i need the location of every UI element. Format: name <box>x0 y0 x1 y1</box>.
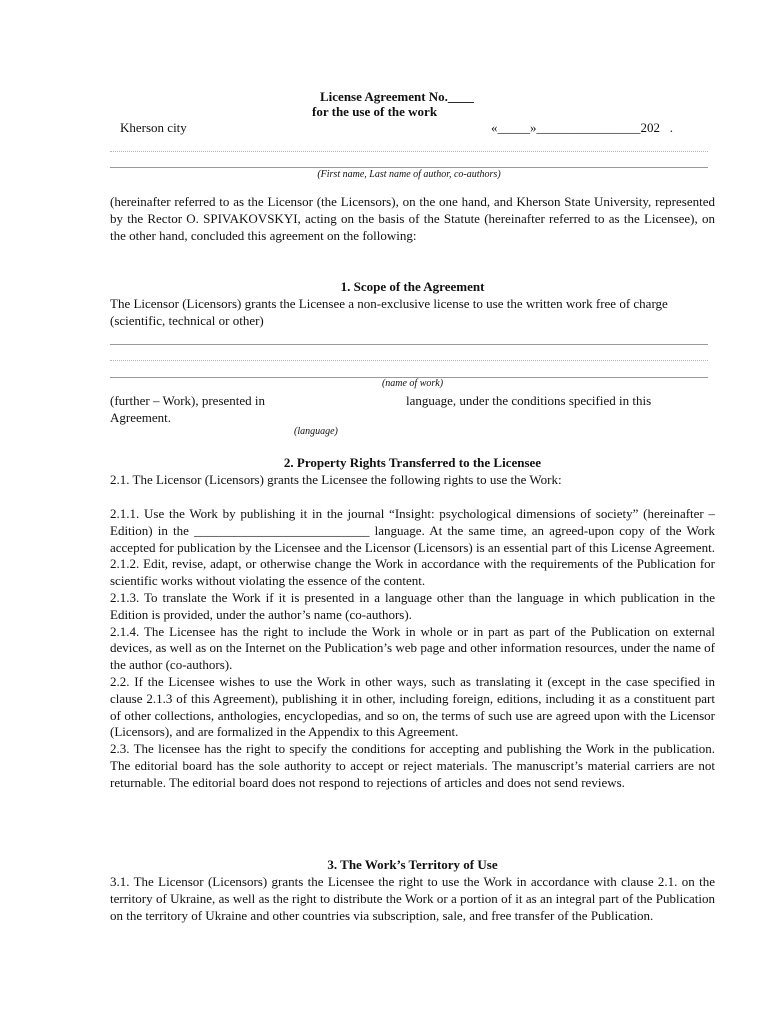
author-fill-line[interactable] <box>110 167 708 168</box>
work-line-2[interactable] <box>110 360 708 361</box>
section1-text: The Licensor (Licensors) grants the Licensee a non-exclusive license to use the written work free of charge (scientific, technical or other) <box>110 296 668 328</box>
work-name-hint: (name of work) <box>381 378 444 389</box>
section2-heading: 2. Property Rights Transferred to the Licensee <box>283 455 542 470</box>
agreement-title: License Agreement No.____ <box>320 89 474 104</box>
presented-left-text: (further – Work), presented in <box>110 393 266 408</box>
clause-2-1-2: 2.1.2. Edit, revise, adapt, or otherwise change the Work in accordance with the requirements of the Publication for scientific works without violating the essence of the content. <box>110 556 715 589</box>
intro-paragraph: (hereinafter referred to as the Licensor (the Licensors), on the one hand, and Kherson State University, represented by the Rector O. SPIVAKOVSKYI, acting on the basis of the Statute (hereinafter referred to as the Licensee), on the other hand, concluded this agreement on the following: <box>110 194 715 243</box>
section2-intro: 2.1. The Licensor (Licensors) grants the Licensee the following rights to use the Work: <box>110 472 562 487</box>
clause-2-1-3: 2.1.3. To translate the Work if it is presented in a language other than the language in which publication in the Edition is provided, under the author’s name (co-authors). <box>110 589 715 622</box>
section3-heading: 3. The Work’s Territory of Use <box>327 857 498 872</box>
clause-2-3: 2.3. The licensee has the right to specify the conditions for accepting and publishing the Work in the publication. The editorial board has the sole authority to accept or reject materials. The manuscript’s material carriers are not returnable. The editorial board does not respond to rejections of articles and does not send reviews. <box>110 741 715 790</box>
date-field[interactable]: «_____»________________202 . <box>491 120 673 135</box>
agreement-subtitle: for the use of the work <box>312 104 438 119</box>
author-dotted-line <box>110 151 708 152</box>
author-hint: (First name, Last name of author, co-authors) <box>317 169 501 180</box>
presented-right-text: language, under the conditions specified in this <box>406 393 652 408</box>
clause-2-1-4: 2.1.4. The Licensee has the right to include the Work in whole or in part as part of the Publication on external devices, as well as on the Internet on the Publication’s web page and other information resources, under the name of the author (co-authors). <box>110 623 715 673</box>
clause-2-2: 2.2. If the Licensee wishes to use the Work in other ways, such as translating it (except in the case specified in clause 2.1.3 of this Agreement), publishing it in other, including foreign, editions, including it as a constituent part of other collections, anthologies, encyclopedias, and so on, the terms of such use are agreed upon with the Licensor (Licensors), and are formalized in the Appendix to this Agreement. <box>110 673 715 740</box>
language-hint: (language) <box>294 426 338 437</box>
section3-text: 3.1. The Licensor (Licensors) grants the Licensee the right to use the Work in accordance with clause 2.1. on the territory of Ukraine, as well as the right to distribute the Work or a portion of it as an integral part of the Publication on the territory of Ukraine and other countries via subscription, sale, and free transfer of the Publication. <box>110 874 715 923</box>
section2-clauses <box>110 506 715 792</box>
presented-end-text: Agreement. <box>110 410 172 425</box>
city-label: Kherson city <box>120 120 187 135</box>
work-line-1[interactable] <box>110 344 708 345</box>
section1-heading: 1. Scope of the Agreement <box>340 279 485 294</box>
clause-2-1-1: 2.1.1. Use the Work by publishing it in the journal “Insight: psychological dimensions of society” (hereinafter – Edition) in the ___________________________ language. At the same time, an agreed-upon copy of the Work accepted for publication by the Licensee and the Licensor (Licensors) is an essential part of this License Agreement. <box>110 506 715 555</box>
